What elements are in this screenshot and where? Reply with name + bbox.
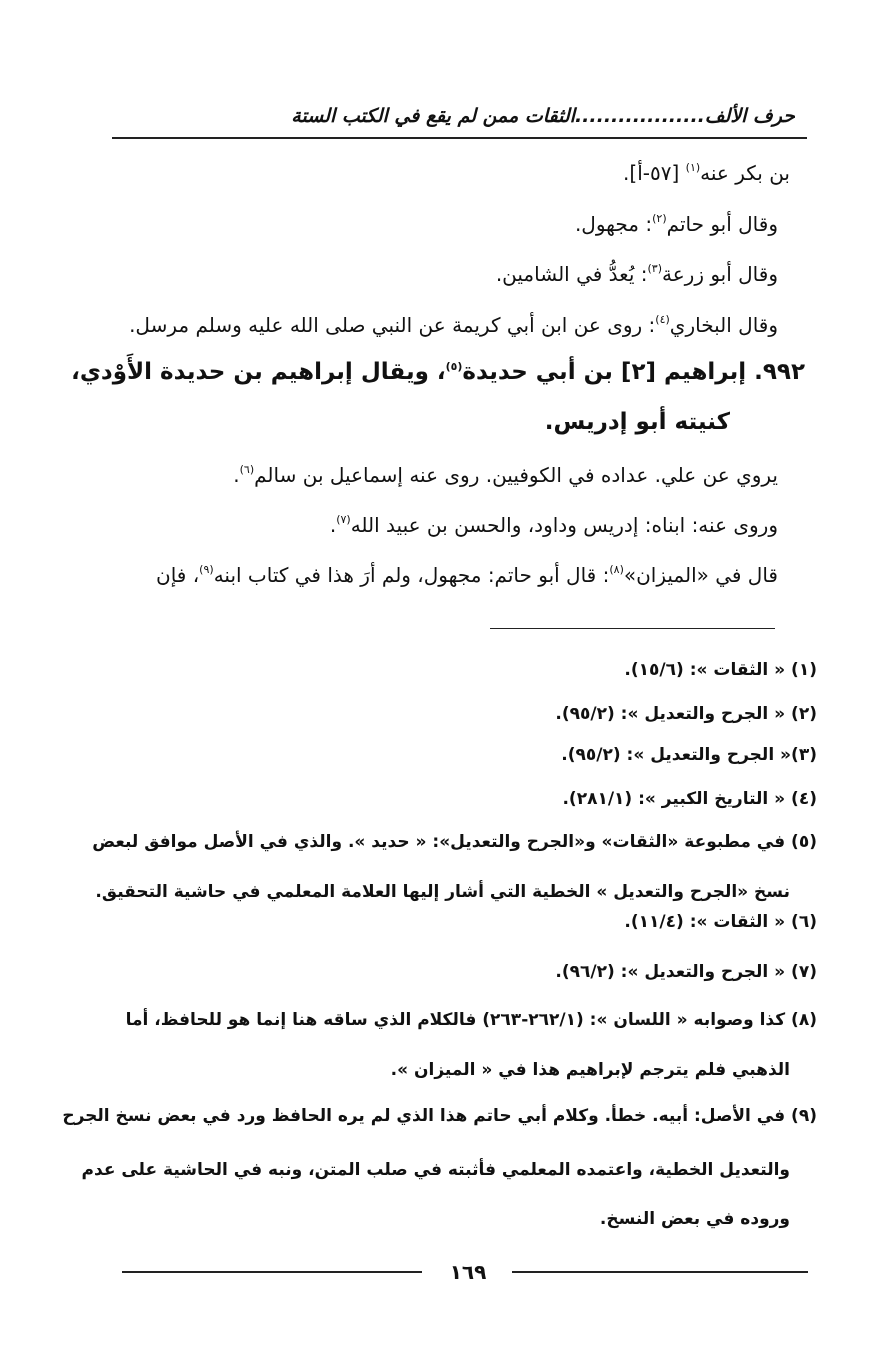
footer-rule-left xyxy=(122,1271,422,1273)
body-text: وقال البخاري xyxy=(669,313,778,337)
body-text: . xyxy=(233,463,240,487)
footnote-2: (٢) « الجرح والتعديل »: (٩٥/٢). xyxy=(555,704,817,724)
footnote-3: (٣)« الجرح والتعديل »: (٩٥/٢). xyxy=(561,745,817,765)
footnote-5-line-2: نسخ «الجرح والتعديل » الخطية التي أشار إليها العلامة المعلمي في حاشية التحقيق. xyxy=(95,882,790,902)
footnote-1: (١) « الثقات »: (١٥/٦). xyxy=(624,660,817,680)
body-text: : مجهول. xyxy=(574,212,653,236)
body-text: يروي عن علي. عداده في الكوفيين. روى عنه إسماعيل بن سالم xyxy=(254,463,778,487)
footnote-5-line-1: (٥) في مطبوعة «الثقات» و«الجرح والتعديل»: « حديد ». والذي في الأصل موافق لبعض xyxy=(92,832,817,852)
body-text: وروى عنه: ابناه: إدريس وداود، والحسن بن عبيد الله xyxy=(350,513,778,537)
footnote-marker: (٧) xyxy=(336,513,351,526)
body-line-3 xyxy=(496,259,778,289)
chapter-title: حرف الألف xyxy=(704,105,795,127)
footnote-9-line-3: وروده في بعض النسخ. xyxy=(599,1209,790,1229)
body-line-9 xyxy=(156,560,778,590)
footer-rule-right xyxy=(512,1271,808,1273)
footnote-marker: (٩) xyxy=(199,563,214,576)
footnote-7: (٧) « الجرح والتعديل »: (٩٦/٢). xyxy=(555,962,817,982)
page-number: ١٦٩ xyxy=(449,1260,487,1284)
body-line-1 xyxy=(623,158,790,188)
footnote-marker: (٣) xyxy=(647,262,662,275)
footnote-6: (٦) « الثقات »: (١١/٤). xyxy=(624,912,817,932)
footnote-marker: (١) xyxy=(685,161,701,174)
footnote-marker: (٨) xyxy=(609,563,624,576)
entry-kunya: كنيته أبو إدريس. xyxy=(544,409,730,435)
body-text: وقال أبو حاتم xyxy=(666,212,778,236)
body-text: وقال أبو زرعة xyxy=(662,262,778,286)
footnote-separator xyxy=(490,628,775,629)
header-rule xyxy=(112,137,807,139)
entry-name: ، ويقال إبراهيم بن حديدة الأَوْدي، xyxy=(71,359,446,385)
entry-number: ٩٩٢. xyxy=(754,359,805,385)
footnote-marker: (٦) xyxy=(239,463,255,476)
body-text: : يُعدُّ في الشامين. xyxy=(495,262,648,286)
body-text: بن بكر عنه xyxy=(700,161,790,185)
body-line-8 xyxy=(330,510,778,540)
header-leader-dots: .................. xyxy=(574,105,705,127)
body-text: . xyxy=(329,513,337,537)
body-text: : قال أبو حاتم: مجهول، ولم أرَ هذا في كتاب ابنه xyxy=(213,563,610,587)
entry-heading-line-2 xyxy=(545,405,730,439)
footnote-marker: (٢) xyxy=(652,212,667,225)
manuscript-folio-ref: [٥٧-أ]. xyxy=(623,161,686,185)
book-title: الثقات ممن لم يقع في الكتب الستة xyxy=(291,105,575,127)
entry-heading-line-1 xyxy=(71,355,805,389)
running-header xyxy=(118,98,795,134)
body-line-7 xyxy=(233,460,778,490)
footnote-9-line-1: (٩) في الأصل: أبيه. خطأ. وكلام أبي حاتم هذا الذي لم يره الحافظ ورد في بعض نسخ الجرح xyxy=(62,1106,817,1126)
body-text: قال في «الميزان» xyxy=(623,563,778,587)
entry-name: إبراهيم [٢] بن أبي حديدة xyxy=(462,359,755,385)
body-text: ، فإن xyxy=(156,563,200,587)
footnote-8-line-2: الذهبي فلم يترجم لإبراهيم هذا في « الميزان ». xyxy=(390,1060,790,1080)
footnote-9-line-2: والتعديل الخطية، واعتمده المعلمي فأثبته في صلب المتن، ونبه في الحاشية على عدم xyxy=(81,1160,790,1180)
body-text: : روى عن ابن أبي كريمة عن النبي صلى الله عليه وسلم مرسل. xyxy=(129,313,656,337)
footnote-marker: (٤) xyxy=(655,313,670,326)
footnote-marker: (٥) xyxy=(445,360,463,373)
footnote-8-line-1: (٨) كذا وصوابه « اللسان »: (٢٦٢/١-٢٦٣) فالكلام الذي ساقه هنا إنما هو للحافظ، أما xyxy=(125,1010,817,1030)
body-line-2 xyxy=(575,209,778,239)
footnote-4: (٤) « التاريخ الكبير »: (٢٨١/١). xyxy=(562,789,817,809)
body-line-4 xyxy=(129,310,778,340)
